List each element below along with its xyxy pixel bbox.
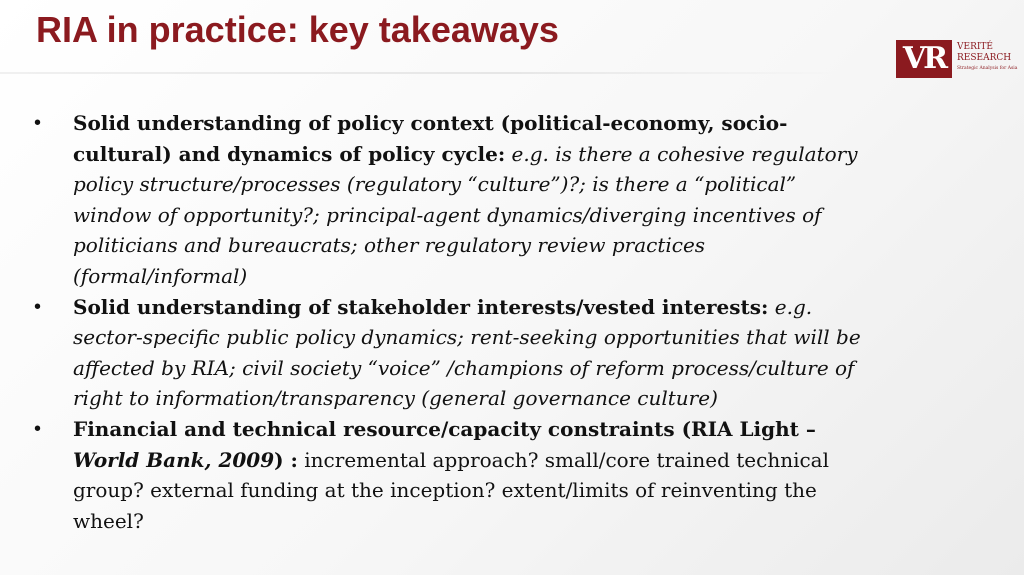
item-heading: Solid understanding of stakeholder interests/vested interests: [73, 294, 769, 319]
list-item [30, 108, 870, 292]
title-divider [0, 72, 850, 74]
list-item [30, 292, 870, 414]
item-heading: Solid understanding of policy context (political-economy, socio-cultural) and dynamics of policy cycle: [73, 111, 788, 166]
item-heading-end: ) : [274, 447, 298, 472]
bullet-marker: • [34, 417, 42, 440]
logo-line-1: VERITÉ [957, 42, 993, 52]
item-citation: World Bank, 2009 [73, 447, 275, 472]
verite-research-logo [896, 38, 1018, 80]
item-heading: Financial and technical resource/capacity constraints (RIA Light – [73, 416, 816, 441]
logo-wordmark [957, 42, 1011, 64]
bullet-marker: • [34, 295, 42, 318]
item-detail: incremental approach? small/core trained technical group? external funding at the inception? extent/limits of reinventing the wheel? [73, 447, 829, 533]
logo-mark: VR [896, 40, 952, 78]
item-detail: e.g. sector-specific public policy dynamics; rent-seeking opportunities that will be affected by RIA; civil society “voice” /champions of reform process/culture of right to information/transparency (general governance culture) [73, 294, 861, 411]
logo-line-2: RESEARCH [957, 53, 1012, 63]
logo-tagline: Strategic Analysis for Asia [957, 66, 1018, 71]
slide-title: RIA in practice: key takeaways [36, 9, 559, 50]
bullet-marker: • [34, 112, 42, 134]
item-detail: e.g. is there a cohesive regulatory policy structure/processes (regulatory “culture”)?; is there a “political” window of opportunity?; principal-agent dynamics/diverging incentives of politicians and bureaucrats; other regulatory review practices (formal/informal) [73, 141, 858, 288]
takeaways-list [30, 108, 870, 536]
list-item [30, 414, 870, 536]
